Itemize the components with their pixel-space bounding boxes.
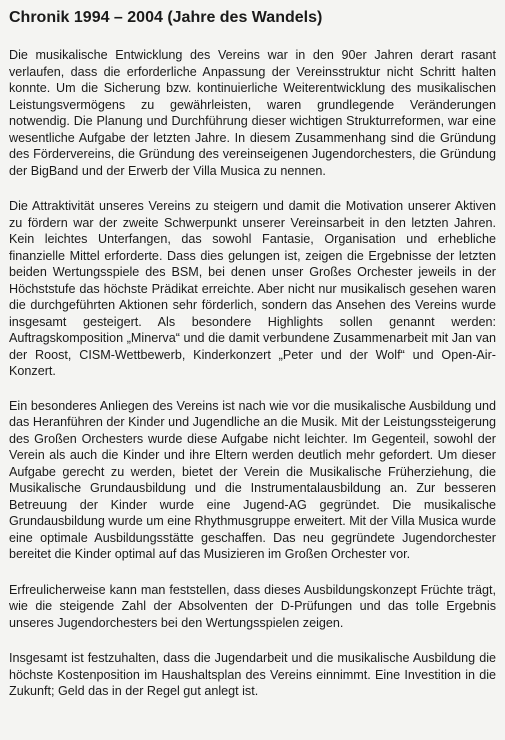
paragraph-structure-reform: Die musikalische Entwicklung des Vereins war in den 90er Jahren derart rasant verlaufen, dass die erforderliche Anpassung der Vereinsstruktur nicht Schritt halten konnte. Um die Sicherung bzw. kontinuierliche Weiterentwicklung des musikalischen Leistungsvermögens zu gewährleisten, waren grundlegende Veränderungen notwendig. Die Planung und Durchführung dieser wichtigen Strukturreformen, war eine wesentliche Aufgabe der letzten Jahre. In diesem Zusammenhang sind die Gründung des Fördervereins, die Gründung des vereinseigenen Jugendorchesters, die Gründung der BigBand und der Erwerb der Villa Musica zu nennen. xyxy=(9,48,496,178)
paragraph-youth-education: Ein besonderes Anliegen des Vereins ist nach wie vor die musikalische Ausbildung und das Heranführen der Kinder und Jugendliche an die Musik. Mit der Leistungssteigerung des Großen Orchesters wurde diese Aufgabe nicht leichter. Im Gegenteil, sowohl der Verein als auch die Kinder und ihre Eltern werden deutlich mehr gefordert. Um dieser Aufgabe gerecht zu werden, bietet der Verein die Musikalische Früherziehung, die Musikalische Grundausbildung und die Instrumentalausbildung an. Zur besseren Betreuung der Kinder wurde eine Jugend-AG gegründet. Die musikalische Grundausbildung wurde um eine Rhythmusgruppe erweitert. Mit der Villa Musica wurde eine optimale Ausbildungsstätte geschaffen. Das neu gegründete Jugendorchester bereitet die Kinder optimal auf das Musizieren im Großen Orchester vor. xyxy=(9,398,496,561)
paragraph-attractiveness: Die Attraktivität unseres Vereins zu steigern und damit die Motivation unserer Aktiven zu fördern war der zweite Schwerpunkt unserer Vereinsarbeit in den letzten Jahren. Kein leichtes Unterfangen, das sowohl Fantasie, Organisation und erhebliche finanzielle Mittel erforderte. Dass dies gelungen ist, zeigen die Ergebnisse der letzten beiden Wertungsspiele des BSM, bei denen unser Großes Orchester jeweils in der Höchststufe das höchste Prädikat erreichte. Aber nicht nur musikalisch gesehen waren die durchgeführten Aktionen sehr förderlich, sondern das Ansehen des Vereins wurde insgesamt gesteigert. Als besondere Highlights sollen genannt werden: Auftragskomposition „Minerva“ und die damit verbundene Zusammenarbeit mit Jan van der Roost, CISM-Wettbewerb, Kinderkonzert „Peter und der Wolf“ und Open-Air-Konzert. xyxy=(9,199,496,378)
paragraph-summary: Insgesamt ist festzuhalten, dass die Jugendarbeit und die musikalische Ausbildung die höchste Kostenposition im Haushaltsplan des Vereins einnimmt. Eine Investition in die Zukunft; Geld das in der Regel gut anlegt ist. xyxy=(9,651,496,698)
paragraph-training-results: Erfreulicherweise kann man feststellen, dass dieses Ausbildungskonzept Früchte trägt, wie die steigende Zahl der Absolventen der D-Prüfungen und das tolle Ergebnis unseres Jugendorchesters bei den Wertungsspielen zeigen. xyxy=(9,582,496,630)
page-title: Chronik 1994 – 2004 (Jahre des Wandels) xyxy=(9,9,323,26)
